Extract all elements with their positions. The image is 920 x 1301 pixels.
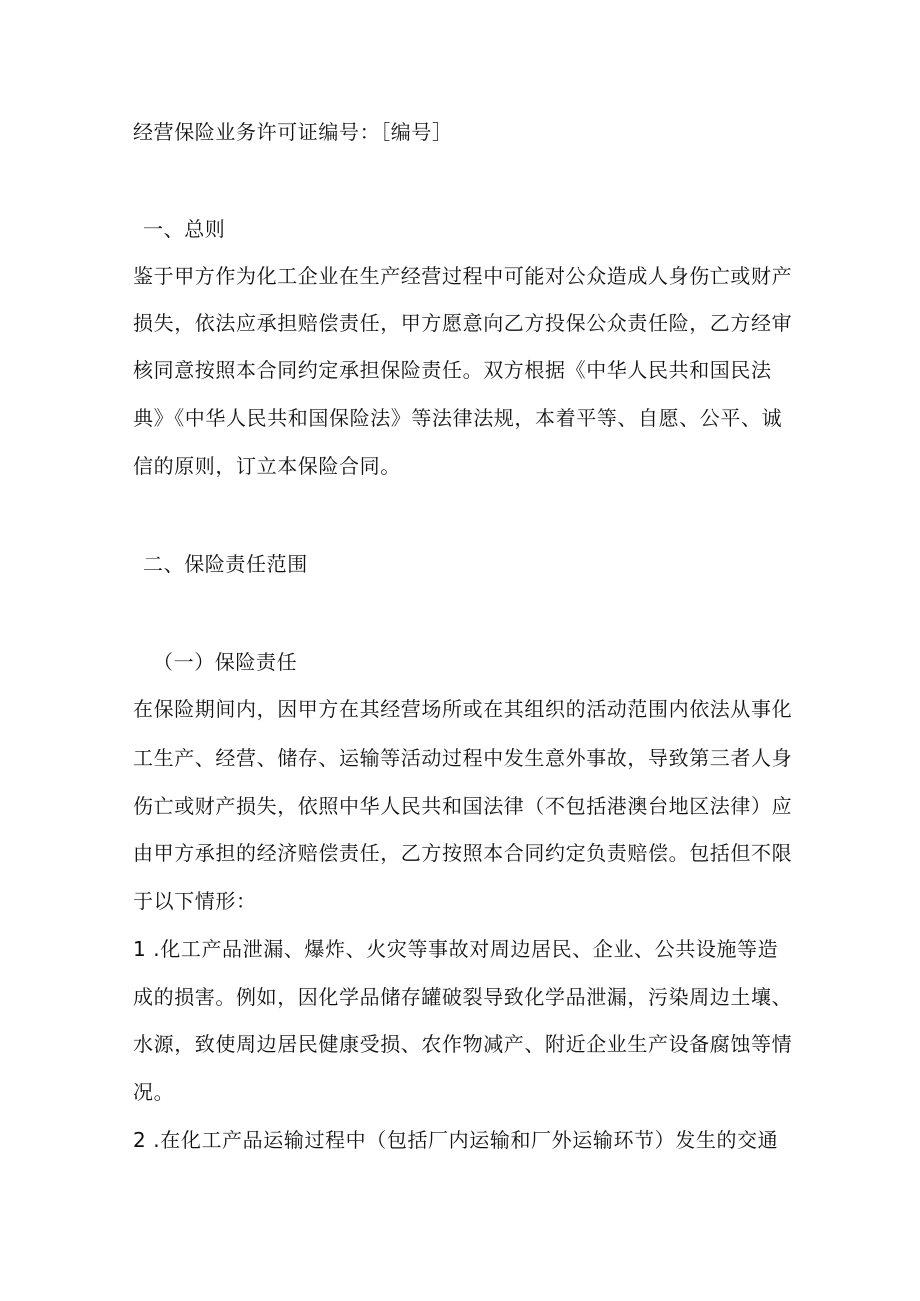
list-item-1-line: 成的损害。例如，因化学品储存罐破裂导致化学品泄漏，污染周边土壤、: [133, 985, 793, 1009]
paragraph-line: 在保险期间内，因甲方在其经营场所或在其组织的活动范围内依法从事化: [133, 697, 793, 721]
list-item-1-line: 水源，致使周边居民健康受损、农作物减产、附近企业生产设备腐蚀等情: [133, 1032, 793, 1056]
paragraph-line: 伤亡或财产损失，依照中华人民共和国法律（不包括港澳台地区法律）应: [133, 794, 793, 818]
paragraph-line: 于以下情形：: [133, 889, 257, 913]
section-2-heading: 二、保险责任范围: [143, 552, 308, 576]
paragraph-line: 鉴于甲方作为化工企业在生产经营过程中可能对公众造成人身伤亡或财产: [133, 264, 793, 288]
paragraph-line: 典》《中华人民共和国保险法》等法律法规，本着平等、自愿、公平、诚: [133, 406, 783, 430]
list-item-2-line: 2 .在化工产品运输过程中（包括厂内运输和厂外运输环节）发生的交通: [133, 1128, 779, 1152]
list-item-1-line: 况。: [133, 1080, 175, 1104]
license-number-line: 经营保险业务许可证编号：［编号］: [133, 120, 453, 144]
list-item-1-line: 1 .化工产品泄漏、爆炸、火灾等事故对周边居民、企业、公共设施等造: [133, 937, 779, 961]
subsection-1-heading: （一）保险责任: [153, 650, 298, 674]
paragraph-line: 信的原则，订立本保险合同。: [133, 454, 401, 478]
paragraph-line: 核同意按照本合同约定承担保险责任。双方根据《中华人民共和国民法: [133, 358, 772, 382]
paragraph-line: 工生产、经营、储存、运输等活动过程中发生意外事故，导致第三者人身: [133, 746, 793, 770]
paragraph-line: 由甲方承担的经济赔偿责任，乙方按照本合同约定负责赔偿。包括但不限: [133, 841, 793, 865]
section-1-heading: 一、总则: [143, 217, 226, 241]
paragraph-line: 损失，依法应承担赔偿责任，甲方愿意向乙方投保公众责任险，乙方经审: [133, 311, 793, 335]
